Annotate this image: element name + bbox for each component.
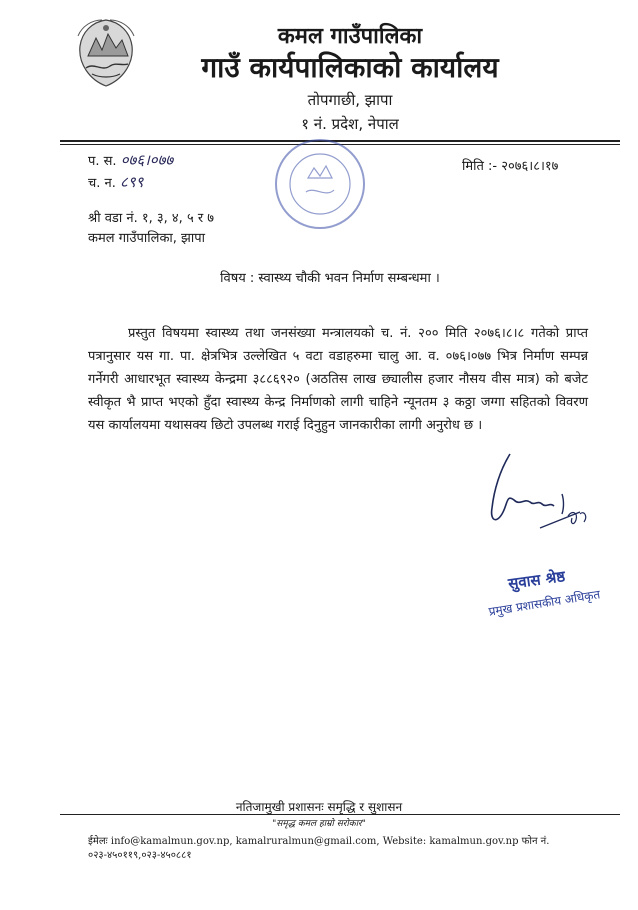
cn-value: ८९९ [120,173,144,191]
letter-subject: विषय : स्वास्थ्य चौकी भवन निर्माण सम्बन्धमा । [220,271,440,286]
nepal-emblem-icon [72,16,140,90]
municipality-name: कमल गाउँपालिका [277,24,423,49]
office-location: तोपगाछी, झापा [307,91,393,109]
office-name: गाउँ कार्यपालिकाको कार्यालय [201,51,499,84]
letter-date: मिति :- २०७६।८।१७ [462,159,559,174]
addressee-ward: श्री वडा नं. १, ३, ४, ५ र ७ [88,211,215,226]
footer-divider [60,814,620,815]
letter-body: प्रस्तुत विषयमा स्वास्थ्य तथा जनसंख्या मन्त्रालयको च. नं. २०० मिति २०७६।८।८ गतेको प्राप्त पत्रानुसार यस गा. पा. क्षेत्रभित्र उल्लेखित ५ वटा वडाहरुमा चालु आ. व. ०७६।०७७ भित्र निर्माण सम्पन्न गर्नेगरी आधारभूत स्वास्थ्य केन्द्रमा ३८८६९२० (अठतिस लाख छ्यालीस हजार नौसय वीस मात्र) को बजेट स्वीकृत भै प्राप्त भएको हुँदा स्वास्थ्य केन्द्र निर्माणको लागी चाहिने न्यूनतम ३ कठ्ठा जग्गा सहितको विवरण यस कार्यालयमा यथासक्य छिटो उपलब्ध गराई दिनुहुन जानकारीका लागी अनुरोध छ । [88,326,588,433]
office-province: १ नं. प्रदेश, नेपाल [301,115,399,133]
signatory-name: सुवास श्रेष्ठ [507,567,567,593]
footer-motto: नतिजामुखी प्रशासनः समृद्धि र सुशासन [235,800,403,814]
addressee-municipality: कमल गाउँपालिका, झापा [88,231,206,246]
signatory-title: प्रमुख प्रशासकीय अधिकृत [487,587,602,619]
ps-label: प. स. [88,154,117,169]
cn-label: च. न. [88,176,116,191]
footer-contact: ईमेलः info@kamalmun.gov.np, kamalruralmun@gmail.com, Website: kamalmun.gov.np फोन नं. ०२३-४५०११९,०२३-४५०८८१ [88,836,550,861]
ps-value: ०७६।०७७ [120,151,174,169]
office-stamp-icon [272,136,368,232]
cn-reference [88,172,143,192]
ps-reference [88,150,173,170]
handwritten-signature [480,450,590,540]
footer-tagline: "समृद्ध कमल हाम्रो सरोकार" [272,819,366,829]
